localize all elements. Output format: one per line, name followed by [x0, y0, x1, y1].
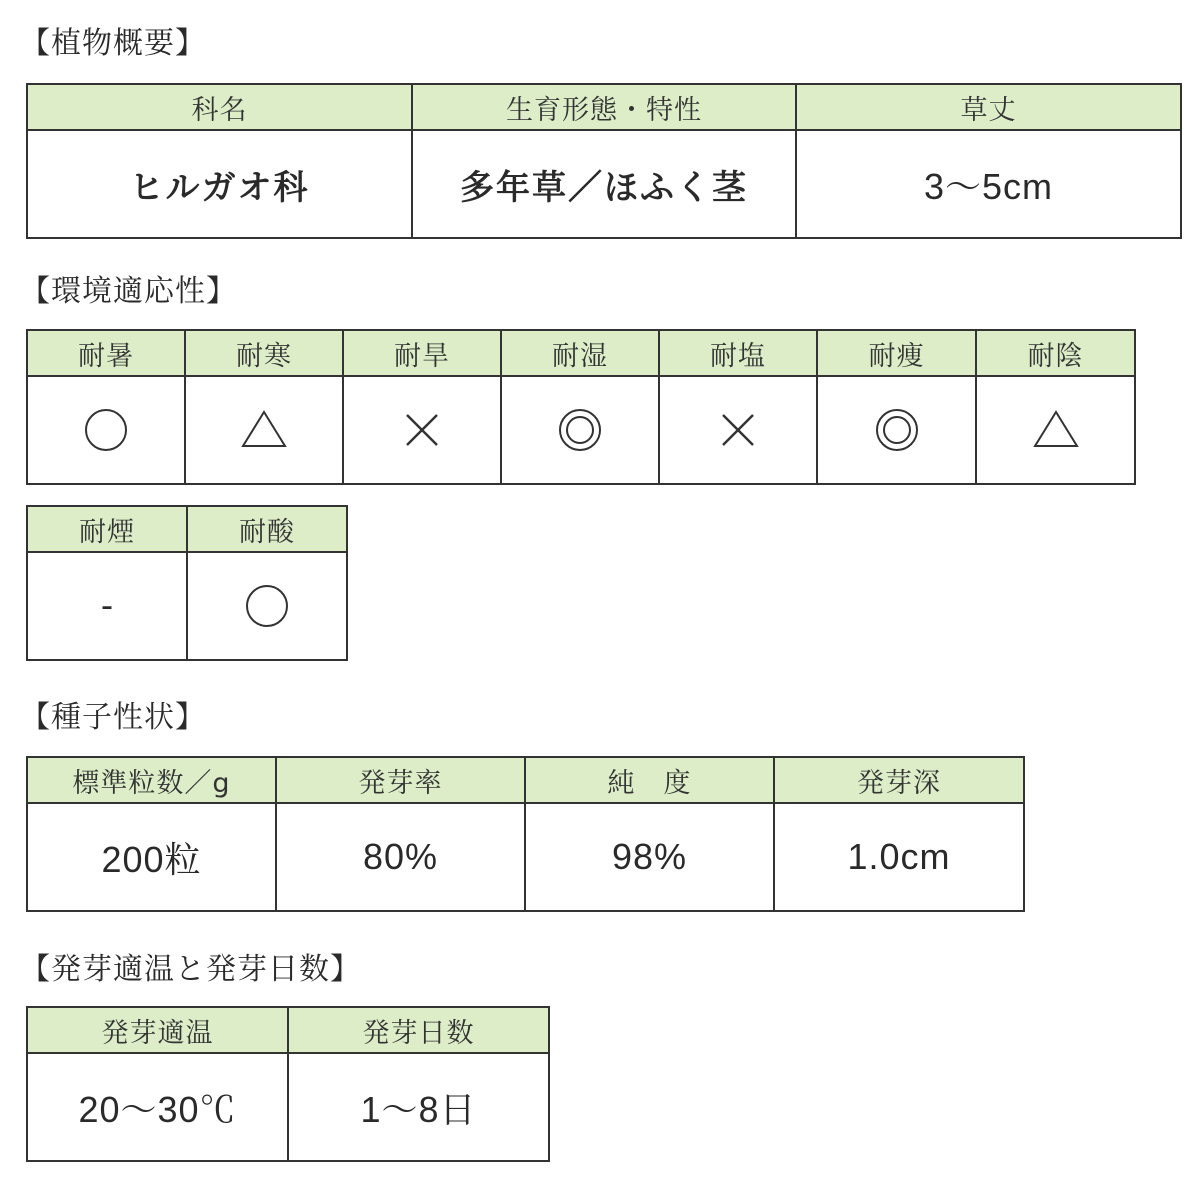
section-title-seed: 【種子性状】	[20, 700, 206, 735]
double-circle-icon	[556, 406, 604, 454]
rating-poor-soil	[817, 376, 976, 484]
header-germination-rate: 発芽率	[276, 757, 525, 803]
environment-table-2	[26, 505, 348, 661]
header-family: 科名	[27, 84, 412, 130]
header-cold-tolerance: 耐寒	[185, 330, 343, 376]
circle-icon	[82, 406, 130, 454]
header-germination-days: 発芽日数	[288, 1007, 549, 1053]
rating-shade	[976, 376, 1135, 484]
value-germination-days: 1～8日	[288, 1053, 549, 1161]
environment-table	[26, 329, 1136, 485]
header-heat-tolerance: 耐暑	[27, 330, 185, 376]
header-smoke-tolerance: 耐煙	[27, 506, 187, 552]
header-height: 草丈	[796, 84, 1181, 130]
seed-table	[26, 756, 1025, 912]
section-title-overview: 【植物概要】	[20, 26, 206, 61]
value-purity: 98%	[525, 803, 774, 911]
rating-salt	[659, 376, 817, 484]
section-title-germination: 【発芽適温と発芽日数】	[20, 952, 361, 987]
header-drought-tolerance: 耐旱	[343, 330, 501, 376]
value-germination-rate: 80%	[276, 803, 525, 911]
header-seeds-per-gram: 標準粒数／g	[27, 757, 276, 803]
rating-acid	[187, 552, 347, 660]
value-seeds-per-gram: 200粒	[27, 803, 276, 911]
value-growth-form: 多年草／ほふく茎	[412, 130, 796, 238]
value-height: 3～5cm	[796, 130, 1181, 238]
overview-table	[26, 83, 1182, 239]
cross-icon	[402, 410, 442, 450]
value-sowing-depth: 1.0cm	[774, 803, 1024, 911]
triangle-icon	[239, 408, 289, 452]
triangle-icon	[1031, 408, 1081, 452]
header-salt-tolerance: 耐塩	[659, 330, 817, 376]
value-germination-temperature: 20～30℃	[27, 1053, 288, 1161]
rating-drought	[343, 376, 501, 484]
cross-icon	[718, 410, 758, 450]
rating-heat	[27, 376, 185, 484]
header-purity: 純 度	[525, 757, 774, 803]
header-shade-tolerance: 耐陰	[976, 330, 1135, 376]
header-sowing-depth: 発芽深	[774, 757, 1024, 803]
double-circle-icon	[873, 406, 921, 454]
header-poor-soil-tolerance: 耐痩	[817, 330, 976, 376]
rating-humidity	[501, 376, 659, 484]
value-family: ヒルガオ科	[27, 130, 412, 238]
rating-cold	[185, 376, 343, 484]
circle-icon	[243, 582, 291, 630]
header-germination-temperature: 発芽適温	[27, 1007, 288, 1053]
header-humidity-tolerance: 耐湿	[501, 330, 659, 376]
header-growth-form: 生育形態・特性	[412, 84, 796, 130]
rating-smoke: -	[27, 552, 187, 660]
section-title-environment: 【環境適応性】	[20, 274, 237, 309]
header-acid-tolerance: 耐酸	[187, 506, 347, 552]
germination-table	[26, 1006, 550, 1162]
